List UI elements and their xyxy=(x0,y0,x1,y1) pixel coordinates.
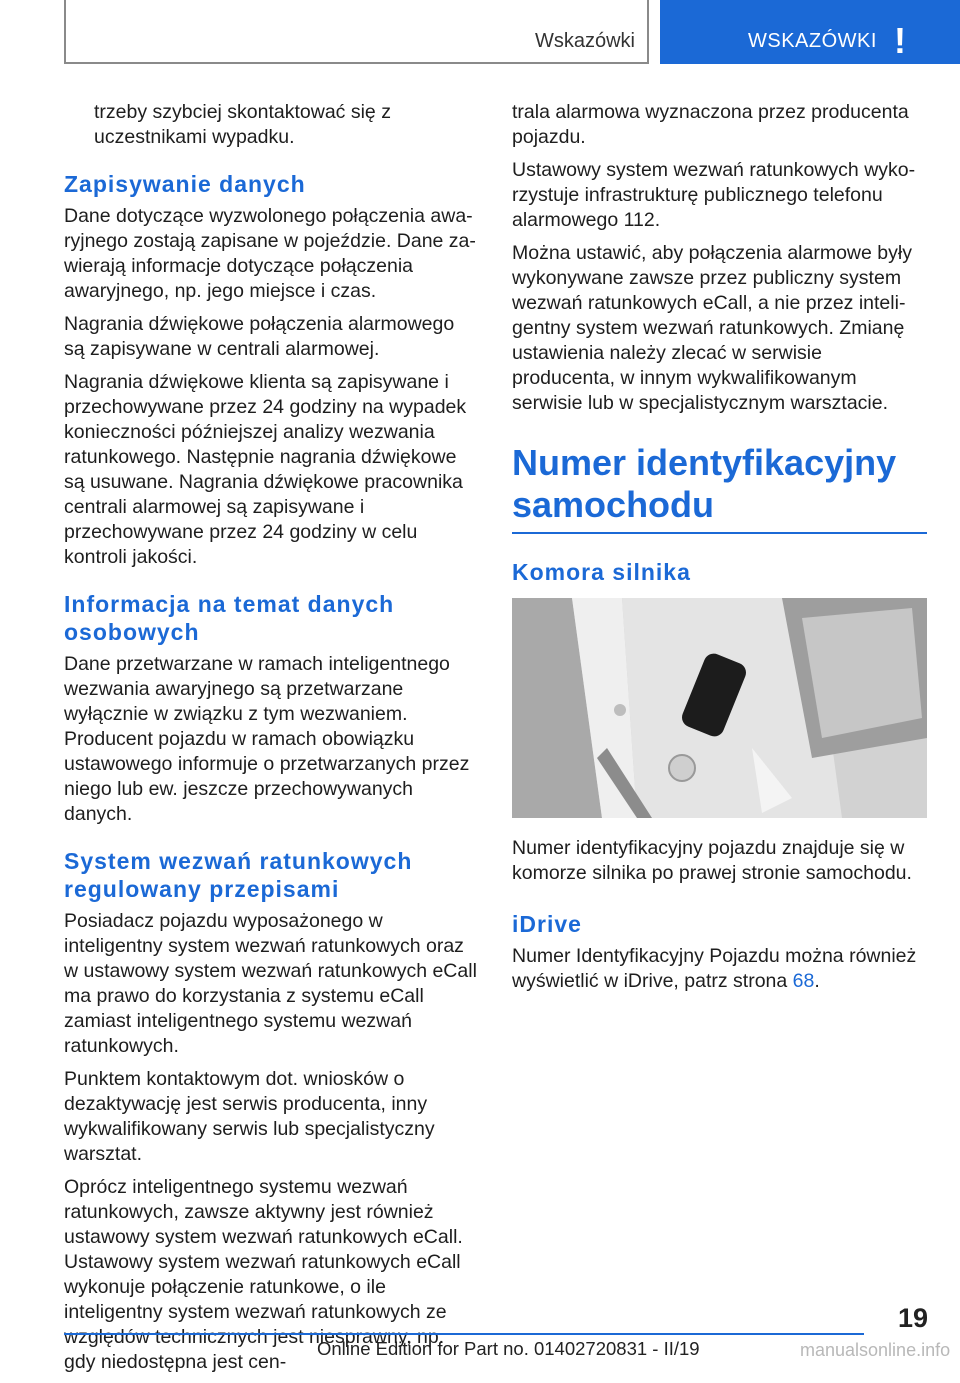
paragraph: Oprócz inteligentnego systemu wezwań ratunkowych, zawsze aktywny jest również ustawowy system wezwań ratunkowych eCall. Ustawowy system wezwań ratunkowych eCall wykonuje połączenie ratunkowe, o ile inteligentny system wezwań ratunkowych ze względów technicznych jest niesprawny, np. gdy niedostępna jest cen- xyxy=(64,1176,463,1373)
heading-zapisywanie: Zapisywanie danych xyxy=(64,171,306,197)
page-number: 19 xyxy=(897,1303,928,1333)
header-badge xyxy=(660,0,960,64)
paragraph: Dane dotyczące wyzwolonego połączenia awaryjnego zostają zapisane w pojeździe. Dane zawierają informacje dotyczące połączenia awaryjnego, np. jego miejsce i czas. xyxy=(64,205,476,302)
heading-system: System wezwań ratunkowych regulowany przepisami xyxy=(64,848,413,902)
engine-bay-image xyxy=(512,598,927,818)
paragraph: Nagrania dźwiękowe połączenia alarmowego są zapisywane w centrali alarmowej. xyxy=(64,313,455,360)
heading-komora: Komora silnika xyxy=(512,559,691,585)
idrive-text-end: . xyxy=(814,970,820,992)
footer-watermark: manualsonline.info xyxy=(800,1340,951,1360)
paragraph: Punktem kontaktowym dot. wniosków o dezaktywację jest serwis producenta, inny wykwalifikowany serwis lub specjalistyczny warsztat. xyxy=(64,1068,435,1165)
heading-numer-identyfikacyjny: Numer identyfikacyjny samochodu xyxy=(512,442,927,534)
paragraph: Można ustawić, aby połączenia alarmowe były wykonywane zawsze przez publiczny system wezwań ratunkowych eCall, a nie przez inteligentny system wezwań ratunkowych. Zmianę ustawienia należy zlecać w serwisie producenta, w innym wykwalifikowanym serwisie lub w specjalistycznym warsztacie. xyxy=(512,242,912,414)
page-link-68[interactable]: 68 xyxy=(792,970,815,992)
paragraph: trala alarmowa wyznaczona przez producenta pojazdu. xyxy=(512,101,909,148)
engine-bay-illustration xyxy=(512,598,927,818)
header-frame xyxy=(64,0,649,64)
heading-informacja: Informacja na temat danych osobowych xyxy=(64,591,395,645)
footer-edition: Online Edition for Part no. 01402720831 - II/19 xyxy=(317,1338,700,1359)
paragraph: Nagrania dźwiękowe klienta są zapisywane i przechowywane przez 24 godziny na wypadek konieczności późniejszej analizy wezwania ratunkowego. Następnie nagrania dźwiękowe są usuwane. Nagrania dźwiękowe pracownika centrali alarmowej są zapisywane i przechowywane przez 24 godziny w celu kontroli jakości. xyxy=(64,371,467,568)
intro-text: trzeby szybciej skontaktować się z uczestnikami wypadku. xyxy=(94,101,391,148)
heading-idrive: iDrive xyxy=(512,911,582,937)
right-column xyxy=(512,100,927,1002)
warning-icon: ! xyxy=(894,20,906,61)
left-column xyxy=(64,100,479,1383)
idrive-paragraph xyxy=(512,944,927,994)
header-section-title: Wskazówki xyxy=(534,30,635,52)
paragraph: Posiadacz pojazdu wyposażonego w inteligentny system wezwań ratunkowych oraz w ustawowy system wezwań ratunkowych eCall ma prawo do korzystania z systemu eCall zamiast inteligentnego systemu wezwań ratunkowych. xyxy=(64,910,477,1057)
header-badge-label: WSKAZÓWKI xyxy=(748,30,877,52)
paragraph: Numer identyfikacyjny pojazdu znajduje się w komorze silnika po prawej stronie samochodu. xyxy=(512,837,912,884)
paragraph: Ustawowy system wezwań ratunkowych wykorzystuje infrastrukturę publicznego telefonu alarmowego 112. xyxy=(512,159,916,231)
footer-divider xyxy=(64,1333,864,1335)
idrive-text: Numer Identyfikacyjny Pojazdu można również wyświetlić w iDrive, patrz strona xyxy=(512,945,917,992)
paragraph: Dane przetwarzane w ramach inteligentnego wezwania awaryjnego są przetwarzane wyłącznie w związku z tym wezwaniem. Producent pojazdu w ramach obowiązku ustawowego informuje o przetwarzanych przez niego lub ew. jeszcze przechowywanych danych. xyxy=(64,653,470,825)
